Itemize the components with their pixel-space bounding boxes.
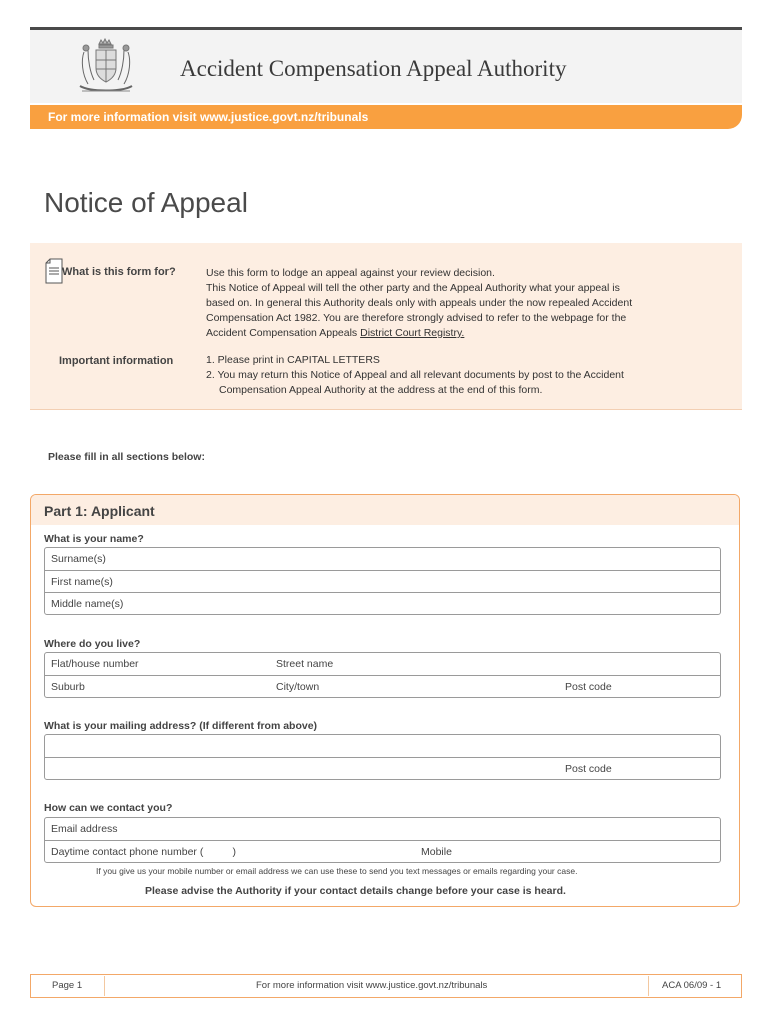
- info-bar: [30, 105, 742, 129]
- middle-name-label: Middle name(s): [51, 598, 124, 610]
- purpose-line: [206, 326, 706, 341]
- footer-info-text: For more information visit www.justice.govt.nz/tribunals: [256, 980, 488, 991]
- authority-title: Accident Compensation Appeal Authority: [180, 56, 567, 81]
- name-question: What is your name?: [44, 533, 144, 545]
- document-title: Notice of Appeal: [44, 186, 248, 218]
- mailing-post-code-label: Post code: [565, 763, 612, 775]
- name-fields: [44, 547, 721, 615]
- footer-divider: [104, 976, 105, 996]
- surname-label: Surname(s): [51, 553, 106, 565]
- middle-name-field[interactable]: [45, 592, 720, 614]
- mailing-fields: [44, 734, 721, 780]
- flat-label: Flat/house number: [51, 658, 139, 670]
- what-is-form-for-label: What is this form for?: [62, 266, 176, 278]
- district-court-registry-link[interactable]: District Court Registry.: [360, 327, 465, 339]
- important-information-label: Important information: [59, 355, 174, 367]
- contact-fields: [44, 817, 721, 863]
- coat-of-arms-icon: [72, 38, 142, 98]
- mobile-label: Mobile: [421, 846, 452, 858]
- important-item: 2. You may return this Notice of Appeal and all relevant documents by post to the Accident: [206, 369, 624, 381]
- purpose-line: Compensation Act 1982. You are therefore strongly advised to refer to the webpage for the: [206, 312, 627, 324]
- advise-note: Please advise the Authority if your contact details change before your case is heard.: [145, 885, 566, 897]
- important-item-continued: Compensation Appeal Authority at the address at the end of this form.: [219, 384, 543, 396]
- mailing-row-1[interactable]: [45, 735, 720, 757]
- email-label: Email address: [51, 823, 118, 835]
- contact-note: If you give us your mobile number or email address we can use these to send you text messages or emails regarding your case.: [96, 866, 578, 876]
- suburb-label: Suburb: [51, 681, 85, 693]
- fill-instruction: Please fill in all sections below:: [48, 451, 205, 463]
- info-bar-text[interactable]: For more information visit www.justice.govt.nz/tribunals: [48, 110, 369, 124]
- post-code-label: Post code: [565, 681, 612, 693]
- footer-divider: [648, 976, 649, 996]
- address-row-1[interactable]: [45, 653, 720, 675]
- purpose-line-prefix: Accident Compensation Appeals: [206, 327, 361, 339]
- first-name-label: First name(s): [51, 576, 113, 588]
- street-label: Street name: [276, 658, 334, 670]
- city-label: City/town: [276, 681, 320, 693]
- purpose-line: based on. In general this Authority deals only with appeals under the now repealed Accident: [206, 297, 633, 309]
- daytime-phone-label: Daytime contact phone number ( ): [51, 846, 236, 858]
- email-field[interactable]: [45, 818, 720, 840]
- footer-page-number: Page 1: [52, 980, 83, 991]
- address-row-2[interactable]: [45, 675, 720, 697]
- important-information-list: [206, 353, 624, 398]
- mailing-row-2[interactable]: [45, 757, 720, 779]
- form-purpose-text: [206, 266, 706, 341]
- purpose-line: This Notice of Appeal will tell the other party and the Appeal Authority what your appeal is: [206, 282, 620, 294]
- important-item: 1. Please print in CAPITAL LETTERS: [206, 354, 380, 366]
- mailing-question: What is your mailing address? (If different from above): [44, 720, 318, 732]
- live-question: Where do you live?: [44, 638, 141, 650]
- surname-field[interactable]: [45, 548, 720, 570]
- part1-title: Part 1: Applicant: [44, 503, 155, 519]
- contact-question: How can we contact you?: [44, 802, 173, 814]
- address-fields: [44, 652, 721, 698]
- document-icon: [45, 258, 63, 284]
- first-name-field[interactable]: [45, 570, 720, 592]
- footer-form-code: ACA 06/09 - 1: [662, 980, 722, 991]
- purpose-line: Use this form to lodge an appeal against your review decision.: [206, 267, 495, 279]
- phone-row[interactable]: [45, 840, 720, 862]
